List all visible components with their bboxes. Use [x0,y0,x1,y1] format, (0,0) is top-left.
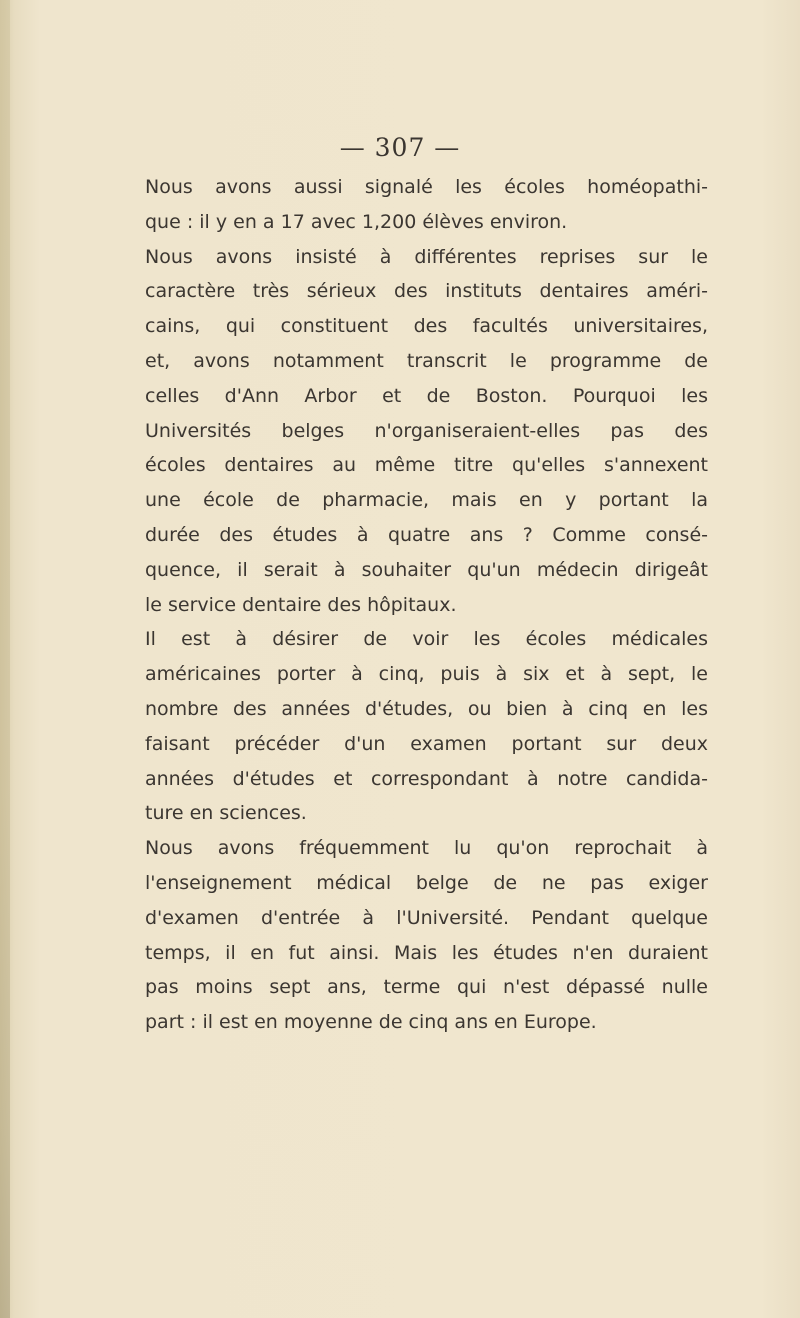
paragraph [145,240,708,623]
text-line: américaines porter à cinq, puis à six et à sept, le [145,663,708,686]
paragraph [145,622,708,831]
text-line: durée des études à quatre ans ? Comme consé- [145,523,708,546]
text-line: l'enseignement médical belge de ne pas exiger [145,871,708,894]
text-line: part : il est en moyenne de cinq ans en Europe. [145,1011,597,1034]
paragraph [145,170,708,240]
paragraph [145,831,708,1040]
text-line: que : il y en a 17 avec 1,200 élèves environ. [145,210,568,233]
text-line: années d'études et correspondant à notre candida- [145,767,708,790]
text-line: une école de pharmacie, mais en y portant la [145,489,708,512]
text-line: Nous avons insisté à différentes reprises sur le [145,245,708,268]
text-line: Nous avons fréquemment lu qu'on reprochait à [145,837,708,860]
body-text [145,170,708,1040]
text-line: nombre des années d'études, ou bien à cinq en les [145,697,708,720]
text-line: quence, il serait à souhaiter qu'un médecin dirigeât [145,558,708,581]
text-line: Universités belges n'organiseraient-elles pas des [145,419,708,442]
text-line: cains, qui constituent des facultés universitaires, [145,315,708,338]
page-gutter-shadow [0,0,10,1318]
text-line: écoles dentaires au même titre qu'elles s'annexent [145,454,708,477]
text-line: Il est à désirer de voir les écoles médicales [145,628,708,651]
text-line: d'examen d'entrée à l'Université. Pendant quelque [145,906,708,929]
text-line: celles d'Ann Arbor et de Boston. Pourquoi les [145,384,708,407]
text-line: pas moins sept ans, terme qui n'est dépassé nulle [145,976,708,999]
page-number: — 307 — [339,133,461,162]
text-line: temps, il en fut ainsi. Mais les études n'en duraient [145,941,708,964]
text-line: Nous avons aussi signalé les écoles homéopathi- [145,176,708,198]
text-line: ture en sciences. [145,802,307,825]
text-line: et, avons notamment transcrit le programme de [145,349,708,372]
text-line: le service dentaire des hôpitaux. [145,593,457,616]
text-line: caractère très sérieux des instituts dentaires améri- [145,280,708,303]
text-line: faisant précéder d'un examen portant sur deux [145,732,708,755]
